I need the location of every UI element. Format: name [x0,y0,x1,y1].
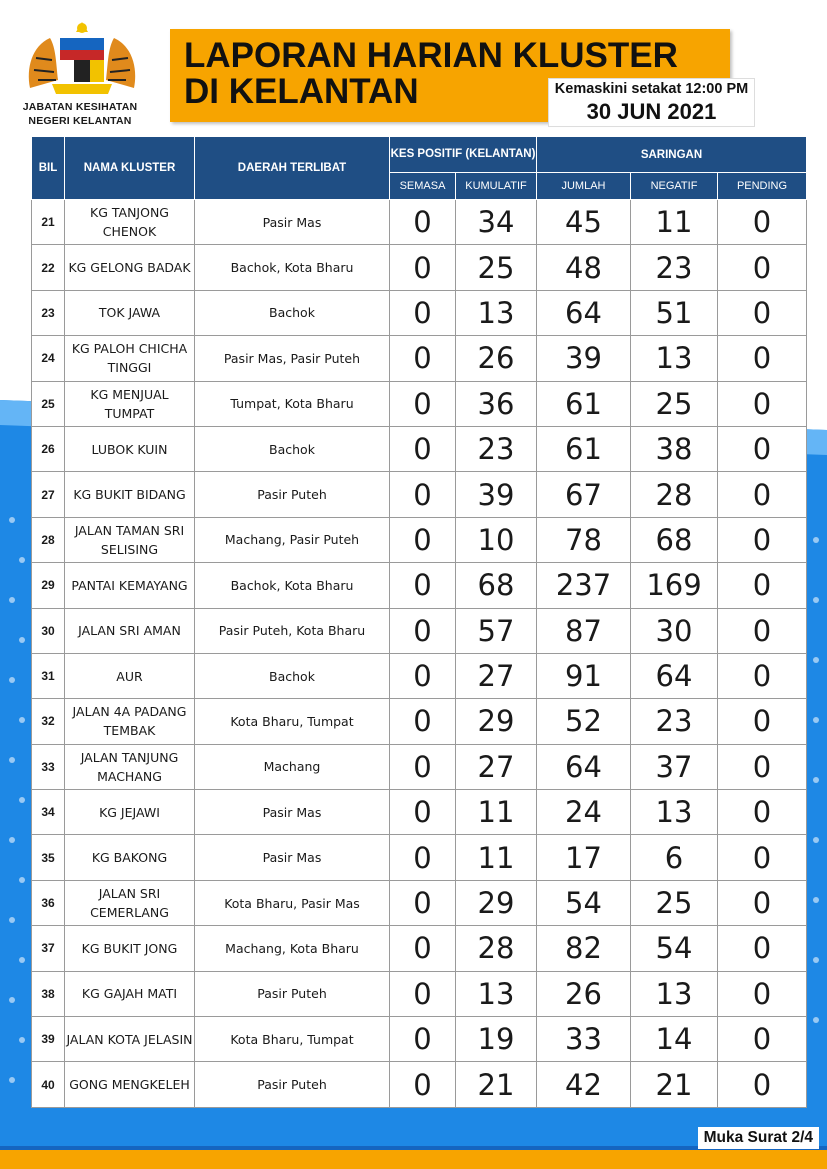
jumlah-count: 48 [537,245,631,290]
row-number: 39 [32,1017,65,1062]
kumulatif-count: 39 [456,472,537,517]
cluster-name: JALAN 4A PADANG TEMBAK [65,699,195,744]
table-row [32,608,807,653]
kumulatif-count: 36 [456,381,537,426]
district: Bachok [195,426,390,471]
semasa-count: 0 [390,926,456,971]
cluster-name: KG JEJAWI [65,790,195,835]
row-number: 38 [32,971,65,1016]
semasa-count: 0 [390,744,456,789]
district: Pasir Puteh, Kota Bharu [195,608,390,653]
pending-count: 0 [718,1017,807,1062]
negatif-count: 30 [631,608,718,653]
jumlah-count: 87 [537,608,631,653]
pending-count: 0 [718,880,807,925]
kumulatif-count: 23 [456,426,537,471]
jumlah-count: 67 [537,472,631,517]
update-date-box [548,78,755,127]
header-pending: PENDING [718,173,807,200]
jumlah-count: 45 [537,200,631,245]
row-number: 37 [32,926,65,971]
header-semasa: SEMASA [390,173,456,200]
row-number: 36 [32,880,65,925]
pending-count: 0 [718,517,807,562]
district: Kota Bharu, Pasir Mas [195,880,390,925]
pending-count: 0 [718,608,807,653]
header-kumulatif: KUMULATIF [456,173,537,200]
negatif-count: 13 [631,790,718,835]
district: Pasir Mas [195,835,390,880]
jumlah-count: 61 [537,426,631,471]
semasa-count: 0 [390,336,456,381]
jumlah-count: 64 [537,744,631,789]
table-row [32,653,807,698]
semasa-count: 0 [390,200,456,245]
table-row [32,790,807,835]
cluster-name: JALAN SRI CEMERLANG [65,880,195,925]
semasa-count: 0 [390,245,456,290]
kumulatif-count: 68 [456,563,537,608]
cluster-name: KG TANJONG CHENOK [65,200,195,245]
district: Kota Bharu, Tumpat [195,699,390,744]
jumlah-count: 52 [537,699,631,744]
cluster-table [31,136,807,1108]
table-row [32,971,807,1016]
negatif-count: 51 [631,290,718,335]
table-row [32,1062,807,1107]
table-row [32,245,807,290]
semasa-count: 0 [390,699,456,744]
cluster-name: KG PALOH CHICHA TINGGI [65,336,195,381]
pending-count: 0 [718,971,807,1016]
negatif-count: 6 [631,835,718,880]
negatif-count: 37 [631,744,718,789]
table-row [32,517,807,562]
table-row [32,200,807,245]
table-row [32,290,807,335]
row-number: 40 [32,1062,65,1107]
header-nama-kluster: NAMA KLUSTER [65,137,195,200]
page-title-line-1: LAPORAN HARIAN KLUSTER [184,36,678,75]
header-daerah-terlibat: DAERAH TERLIBAT [195,137,390,200]
row-number: 32 [32,699,65,744]
district: Bachok, Kota Bharu [195,245,390,290]
table-row [32,926,807,971]
jumlah-count: 26 [537,971,631,1016]
table-row [32,744,807,789]
jumlah-count: 42 [537,1062,631,1107]
negatif-count: 25 [631,381,718,426]
jumlah-count: 82 [537,926,631,971]
row-number: 34 [32,790,65,835]
kumulatif-count: 27 [456,653,537,698]
pending-count: 0 [718,381,807,426]
malaysia-coat-of-arms-logo [22,18,142,100]
negatif-count: 13 [631,971,718,1016]
semasa-count: 0 [390,653,456,698]
semasa-count: 0 [390,608,456,653]
kumulatif-count: 10 [456,517,537,562]
kumulatif-count: 11 [456,835,537,880]
district: Machang [195,744,390,789]
semasa-count: 0 [390,426,456,471]
jumlah-count: 91 [537,653,631,698]
row-number: 28 [32,517,65,562]
semasa-count: 0 [390,381,456,426]
pending-count: 0 [718,699,807,744]
row-number: 30 [32,608,65,653]
district: Pasir Mas, Pasir Puteh [195,336,390,381]
row-number: 29 [32,563,65,608]
row-number: 31 [32,653,65,698]
department-name: JABATAN KESIHATAN NEGERI KELANTAN [22,101,138,127]
cluster-name: KG BAKONG [65,835,195,880]
kumulatif-count: 11 [456,790,537,835]
jumlah-count: 33 [537,1017,631,1062]
updated-label: Kemaskini setakat 12:00 PM [554,81,749,97]
semasa-count: 0 [390,1017,456,1062]
district: Pasir Puteh [195,971,390,1016]
cluster-name: JALAN SRI AMAN [65,608,195,653]
page-title-line-2: DI KELANTAN [184,72,419,111]
negatif-count: 14 [631,1017,718,1062]
negatif-count: 64 [631,653,718,698]
row-number: 22 [32,245,65,290]
header-saringan: SARINGAN [537,137,807,173]
report-date: 30 JUN 2021 [586,99,717,124]
negatif-count: 68 [631,517,718,562]
kumulatif-count: 13 [456,971,537,1016]
semasa-count: 0 [390,790,456,835]
cluster-name: JALAN TANJUNG MACHANG [65,744,195,789]
row-number: 25 [32,381,65,426]
row-number: 21 [32,200,65,245]
header-negatif: NEGATIF [631,173,718,200]
semasa-count: 0 [390,290,456,335]
cluster-table-wrapper [31,136,806,1108]
header-kes-positif: KES POSITIF (KELANTAN) [390,137,537,173]
pending-count: 0 [718,926,807,971]
cluster-name: LUBOK KUIN [65,426,195,471]
jumlah-count: 64 [537,290,631,335]
table-row [32,1017,807,1062]
cluster-name: JALAN KOTA JELASIN [65,1017,195,1062]
district: Kota Bharu, Tumpat [195,1017,390,1062]
cluster-name: JALAN TAMAN SRI SELISING [65,517,195,562]
row-number: 33 [32,744,65,789]
pending-count: 0 [718,563,807,608]
row-number: 23 [32,290,65,335]
jumlah-count: 78 [537,517,631,562]
semasa-count: 0 [390,880,456,925]
pending-count: 0 [718,1062,807,1107]
cluster-name: KG GAJAH MATI [65,971,195,1016]
pending-count: 0 [718,653,807,698]
row-number: 35 [32,835,65,880]
table-row [32,880,807,925]
negatif-count: 11 [631,200,718,245]
district: Pasir Puteh [195,472,390,517]
pending-count: 0 [718,245,807,290]
kumulatif-count: 19 [456,1017,537,1062]
table-row [32,381,807,426]
district: Pasir Puteh [195,1062,390,1107]
jumlah-count: 24 [537,790,631,835]
jumlah-count: 54 [537,880,631,925]
kumulatif-count: 28 [456,926,537,971]
table-row [32,426,807,471]
district: Machang, Pasir Puteh [195,517,390,562]
district: Pasir Mas [195,790,390,835]
district: Machang, Kota Bharu [195,926,390,971]
cluster-name: KG MENJUAL TUMPAT [65,381,195,426]
kumulatif-count: 25 [456,245,537,290]
page-number: Muka Surat 2/4 [698,1127,819,1149]
negatif-count: 13 [631,336,718,381]
pending-count: 0 [718,472,807,517]
negatif-count: 38 [631,426,718,471]
jumlah-count: 39 [537,336,631,381]
negatif-count: 25 [631,880,718,925]
pending-count: 0 [718,744,807,789]
district: Bachok [195,653,390,698]
kumulatif-count: 26 [456,336,537,381]
cluster-name: PANTAI KEMAYANG [65,563,195,608]
jumlah-count: 61 [537,381,631,426]
pending-count: 0 [718,426,807,471]
kumulatif-count: 34 [456,200,537,245]
cluster-name: GONG MENGKELEH [65,1062,195,1107]
pending-count: 0 [718,336,807,381]
header-bil: BIL [32,137,65,200]
kumulatif-count: 13 [456,290,537,335]
cluster-name: KG BUKIT JONG [65,926,195,971]
semasa-count: 0 [390,472,456,517]
pending-count: 0 [718,200,807,245]
header-jumlah: JUMLAH [537,173,631,200]
table-row [32,699,807,744]
row-number: 24 [32,336,65,381]
cluster-name: KG GELONG BADAK [65,245,195,290]
table-row [32,835,807,880]
table-row [32,336,807,381]
semasa-count: 0 [390,1062,456,1107]
semasa-count: 0 [390,563,456,608]
table-row [32,563,807,608]
district: Bachok [195,290,390,335]
cluster-name: TOK JAWA [65,290,195,335]
cluster-name: AUR [65,653,195,698]
kumulatif-count: 57 [456,608,537,653]
jumlah-count: 237 [537,563,631,608]
jumlah-count: 17 [537,835,631,880]
kumulatif-count: 29 [456,880,537,925]
negatif-count: 54 [631,926,718,971]
semasa-count: 0 [390,971,456,1016]
row-number: 27 [32,472,65,517]
negatif-count: 28 [631,472,718,517]
cluster-name: KG BUKIT BIDANG [65,472,195,517]
semasa-count: 0 [390,517,456,562]
kumulatif-count: 21 [456,1062,537,1107]
negatif-count: 21 [631,1062,718,1107]
district: Tumpat, Kota Bharu [195,381,390,426]
pending-count: 0 [718,290,807,335]
negatif-count: 169 [631,563,718,608]
negatif-count: 23 [631,245,718,290]
kumulatif-count: 29 [456,699,537,744]
district: Pasir Mas [195,200,390,245]
semasa-count: 0 [390,835,456,880]
pending-count: 0 [718,790,807,835]
row-number: 26 [32,426,65,471]
district: Bachok, Kota Bharu [195,563,390,608]
negatif-count: 23 [631,699,718,744]
pending-count: 0 [718,835,807,880]
table-row [32,472,807,517]
kumulatif-count: 27 [456,744,537,789]
